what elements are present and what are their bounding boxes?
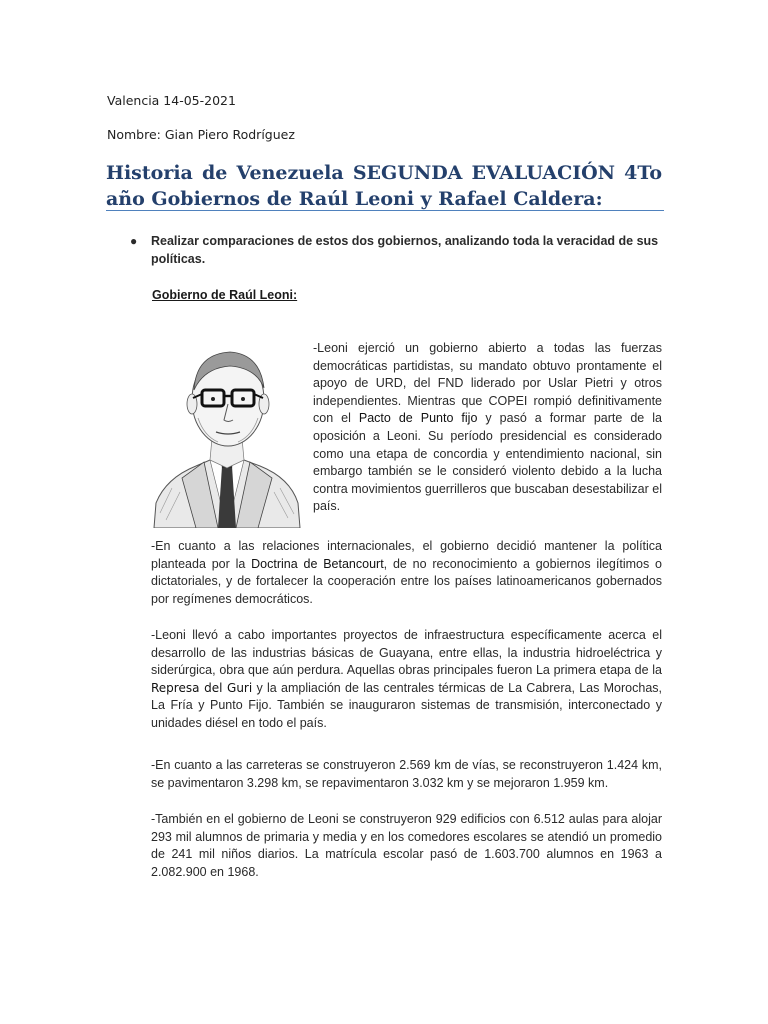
paragraph-text: -En cuanto a las relaciones internacionales, el gobierno decidió mantener la política planteada por la: [151, 539, 662, 571]
document-title: Historia de Venezuela SEGUNDA EVALUACIÓN 4To año Gobiernos de Raúl Leoni y Rafael Caldera:: [106, 162, 662, 210]
paragraph-international-relations: [151, 538, 662, 608]
bullet-dot-icon: ●: [130, 234, 138, 248]
paragraph-text: , de no reconocimiento a gobiernos ilegítimos o dictatoriales, y de fortalecer la cooperación entre los países latinoamericanos gobernados por regímenes democráticos.: [151, 556, 662, 606]
section-title: Gobierno de Raúl Leoni:: [152, 288, 298, 302]
bullet-text: Realizar comparaciones de estos dos gobiernos, analizando toda la veracidad de sus políticas.: [151, 234, 659, 266]
doctrina-betancourt-term: Doctrina de Betancourt: [251, 556, 384, 571]
author-name-line: Nombre: Gian Piero Rodríguez: [107, 127, 295, 142]
bullet-item: [130, 232, 662, 268]
paragraph-infrastructure: [151, 627, 662, 733]
paragraph-text: y la ampliación de las centrales térmicas de La Cabrera, Las Morochas, La Fría y Punto Fijo. También se inauguraron sistemas de transmisión, interconectado y unidades diésel en todo el país.: [151, 680, 662, 730]
date-line: Valencia 14-05-2021: [107, 93, 236, 108]
paragraph-leoni-government: [313, 340, 662, 516]
paragraph-text: -Leoni llevó a cabo importantes proyectos de infraestructura específicamente acerca el desarrollo de las industrias básicas de Guayana, entre ellas, la industria hidroeléctrica y siderúrgica, obra que aún perdura. Aquellas obras principales fueron La primera etapa de la: [151, 628, 662, 678]
paragraph-text: -Leoni ejerció un gobierno abierto a todas las fuerzas democráticas partidistas, su mandato obtuvo prontamente el apoyo de URD, del FND liderado por Uslar Pietri y otros independientes. Mientras que COPEI rompió definitivamente con el: [313, 341, 662, 426]
paragraph-roads: -En cuanto a las carreteras se construyeron 2.569 km de vías, se reconstruyeron 1.424 km, se pavimentaron 3.298 km, se repavimentaron 3.032 km y se mejoraron 1.959 km.: [151, 758, 662, 790]
paragraph-education: -También en el gobierno de Leoni se construyeron 929 edificios con 6.512 aulas para alojar 293 mil alumnos de primaria y media y en los comedores escolares se atendió un promedio de 241 mil niños diarios. La matrícula escolar pasó de 1.603.700 alumnos en 1963 a 2.082.900 en 1968.: [151, 812, 662, 879]
portrait-sketch-icon: [152, 338, 302, 528]
paragraph-text: y pasó a formar parte de la oposición a Leoni. Su período presidencial es considerado como una etapa de concordia y entendimiento nacional, sin embargo también se le consideró violento debido a la lucha contra movimientos guerrilleros que buscaban desestabilizar el país.: [313, 411, 662, 514]
title-underline-rule: [106, 210, 664, 211]
represa-guri-term: Represa del Guri: [151, 680, 253, 695]
pacto-punto-fijo-term: Pacto de Punto fijo: [358, 411, 478, 426]
